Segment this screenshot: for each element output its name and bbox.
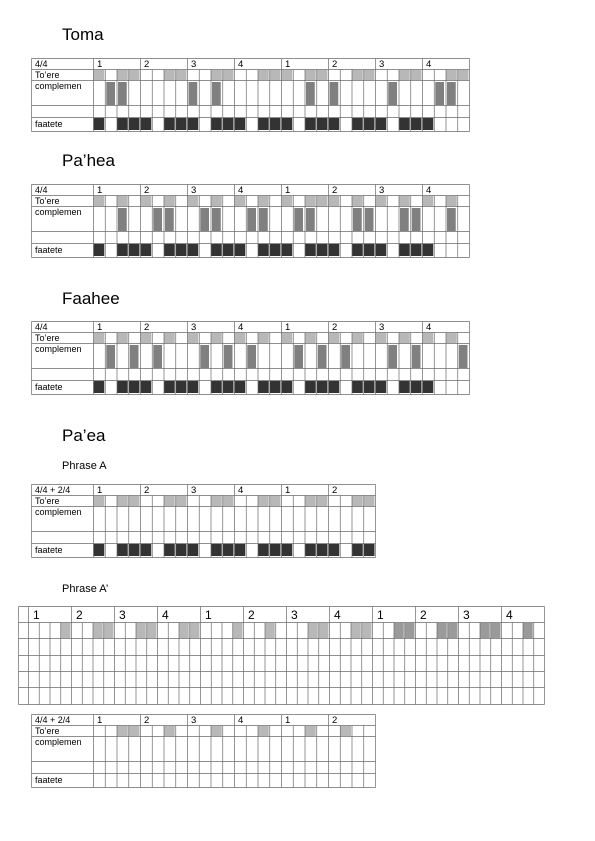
subtitle-phrase-a-prime: Phrase A’ xyxy=(62,583,109,595)
beat-number-1: 1 xyxy=(97,322,103,333)
cell-faatete-20 xyxy=(317,544,328,556)
meter-label: 4/4 + 2/4 xyxy=(35,485,71,495)
cell-toere-8 xyxy=(176,496,187,506)
cell-faatete-16 xyxy=(270,244,281,256)
cell-faatete-27 xyxy=(399,118,410,130)
cell-toere-27 xyxy=(399,333,410,343)
wide-cell-35 xyxy=(394,623,404,638)
cell-faatete-4 xyxy=(129,118,140,130)
cell-faatete-3 xyxy=(117,381,128,393)
wide-cell-43 xyxy=(480,623,490,638)
cell-comp-28 xyxy=(412,208,421,231)
cell-faatete-23 xyxy=(352,244,363,256)
cell-faatete-9 xyxy=(188,544,199,556)
wide-cell-44 xyxy=(491,623,501,638)
cell-comp-2 xyxy=(106,345,115,368)
cell-faatete-29 xyxy=(423,118,434,130)
cell-faatete-5 xyxy=(141,118,152,130)
beat-number-2: 2 xyxy=(144,322,150,333)
cell-toere-27 xyxy=(399,70,410,80)
cell-faatete-3 xyxy=(117,544,128,556)
cell-comp-2 xyxy=(106,82,115,105)
cell-faatete-15 xyxy=(258,118,269,130)
cell-faatete-3 xyxy=(117,244,128,256)
cell-comp-15 xyxy=(259,208,268,231)
cell-toere-13 xyxy=(235,196,246,206)
row-label-2: complemen xyxy=(35,207,82,217)
rhythm-grid-phrase-a-prime-wide xyxy=(18,606,545,705)
cell-toere-23 xyxy=(352,196,363,206)
cell-toere-32 xyxy=(458,70,469,80)
beat-number-4: 4 xyxy=(238,322,244,333)
grid-svg xyxy=(31,484,376,558)
cell-toere-11 xyxy=(211,726,222,736)
beat-number-2: 2 xyxy=(144,485,150,496)
cell-toere-3 xyxy=(117,70,128,80)
cell-faatete-12 xyxy=(223,381,234,393)
cell-toere-12 xyxy=(223,496,234,506)
wide-cell-27 xyxy=(308,623,318,638)
cell-toere-5 xyxy=(141,333,152,343)
cell-comp-10 xyxy=(200,208,209,231)
cell-comp-22 xyxy=(341,345,350,368)
cell-comp-19 xyxy=(306,208,315,231)
row-label-2: complemen xyxy=(35,344,82,354)
cell-faatete-7 xyxy=(164,118,175,130)
beat-number-5: 1 xyxy=(285,185,291,196)
cell-toere-24 xyxy=(364,496,375,506)
beat-number-1: 1 xyxy=(97,715,103,726)
cell-comp-14 xyxy=(247,208,256,231)
wide-cell-15 xyxy=(179,623,189,638)
row-label-2: complemen xyxy=(35,81,82,91)
cell-toere-4 xyxy=(129,70,140,80)
cell-comp-4 xyxy=(130,345,139,368)
title-faahee: Faahee xyxy=(62,289,120,308)
wide-cell-7 xyxy=(93,623,103,638)
title-pahea: Pa’hea xyxy=(62,151,115,170)
cell-faatete-21 xyxy=(329,244,340,256)
cell-faatete-15 xyxy=(258,244,269,256)
cell-toere-31 xyxy=(446,196,457,206)
cell-toere-3 xyxy=(117,496,128,506)
cell-faatete-20 xyxy=(317,118,328,130)
cell-toere-7 xyxy=(164,196,175,206)
wide-grid-svg xyxy=(18,606,545,705)
beat-number-6: 2 xyxy=(332,59,338,70)
cell-toere-15 xyxy=(258,196,269,206)
cell-faatete-20 xyxy=(317,381,328,393)
meter-label: 4/4 xyxy=(35,59,48,69)
cell-faatete-17 xyxy=(282,118,293,130)
grid-svg xyxy=(31,184,470,258)
cell-faatete-13 xyxy=(235,544,246,556)
beat-number-2: 2 xyxy=(144,715,150,726)
cell-faatete-8 xyxy=(176,118,187,130)
cell-toere-20 xyxy=(317,70,328,80)
cell-faatete-24 xyxy=(364,381,375,393)
cell-toere-17 xyxy=(282,70,293,80)
cell-comp-23 xyxy=(353,208,362,231)
cell-toere-21 xyxy=(329,196,340,206)
cell-toere-11 xyxy=(211,196,222,206)
cell-faatete-5 xyxy=(141,244,152,256)
cell-toere-31 xyxy=(446,333,457,343)
wide-beat-number-1: 1 xyxy=(33,608,40,622)
rhythm-grid-toma xyxy=(31,58,470,132)
wide-cell-32 xyxy=(362,623,372,638)
cell-faatete-27 xyxy=(399,244,410,256)
wide-beat-number-12: 4 xyxy=(506,608,513,622)
cell-faatete-8 xyxy=(176,244,187,256)
cell-toere-19 xyxy=(305,496,316,506)
cell-toere-7 xyxy=(164,70,175,80)
cell-faatete-13 xyxy=(235,244,246,256)
cell-comp-30 xyxy=(435,82,444,105)
cell-toere-16 xyxy=(270,496,281,506)
row-label-4: faatete xyxy=(35,245,63,255)
cell-faatete-13 xyxy=(235,381,246,393)
cell-comp-26 xyxy=(388,345,397,368)
title-toma: Toma xyxy=(62,25,104,44)
meter-label: 4/4 xyxy=(35,185,48,195)
cell-faatete-11 xyxy=(211,544,222,556)
beat-number-5: 1 xyxy=(285,322,291,333)
cell-toere-4 xyxy=(129,726,140,736)
cell-faatete-17 xyxy=(282,244,293,256)
cell-faatete-13 xyxy=(235,118,246,130)
beat-number-5: 1 xyxy=(285,59,291,70)
cell-faatete-9 xyxy=(188,381,199,393)
cell-toere-25 xyxy=(376,333,387,343)
cell-faatete-11 xyxy=(211,244,222,256)
cell-comp-11 xyxy=(212,208,221,231)
cell-toere-3 xyxy=(117,726,128,736)
wide-beat-number-8: 4 xyxy=(334,608,341,622)
cell-faatete-23 xyxy=(352,118,363,130)
cell-toere-15 xyxy=(258,333,269,343)
cell-toere-19 xyxy=(305,196,316,206)
cell-toere-1 xyxy=(94,333,105,343)
row-label-4: faatete xyxy=(35,382,63,392)
wide-cell-20 xyxy=(233,623,243,638)
cell-toere-4 xyxy=(129,496,140,506)
row-label-4: faatete xyxy=(35,119,63,129)
cell-faatete-9 xyxy=(188,118,199,130)
cell-toere-1 xyxy=(94,496,105,506)
row-label-2: complemen xyxy=(35,507,82,517)
cell-faatete-27 xyxy=(399,381,410,393)
cell-toere-23 xyxy=(352,496,363,506)
wide-beat-number-10: 2 xyxy=(420,608,427,622)
cell-comp-3 xyxy=(118,208,127,231)
beat-number-8: 4 xyxy=(426,59,432,70)
grid-svg xyxy=(31,58,470,132)
row-label-1: To’ere xyxy=(35,726,60,736)
cell-faatete-16 xyxy=(270,544,281,556)
beat-number-7: 3 xyxy=(379,185,385,196)
cell-toere-8 xyxy=(176,70,187,80)
beat-number-4: 4 xyxy=(238,715,244,726)
cell-faatete-15 xyxy=(258,544,269,556)
cell-faatete-20 xyxy=(317,244,328,256)
beat-number-6: 2 xyxy=(332,485,338,496)
row-label-1: To’ere xyxy=(35,333,60,343)
rhythm-grid-phrase-a xyxy=(31,484,376,558)
cell-toere-15 xyxy=(258,726,269,736)
cell-faatete-28 xyxy=(411,118,422,130)
beat-number-2: 2 xyxy=(144,59,150,70)
wide-beat-number-7: 3 xyxy=(291,608,298,622)
cell-toere-23 xyxy=(352,333,363,343)
cell-comp-6 xyxy=(153,208,162,231)
cell-comp-11 xyxy=(212,82,221,105)
cell-faatete-25 xyxy=(376,381,387,393)
cell-comp-10 xyxy=(200,345,209,368)
cell-faatete-19 xyxy=(305,544,316,556)
cell-comp-27 xyxy=(400,208,409,231)
beat-number-6: 2 xyxy=(332,185,338,196)
beat-number-3: 3 xyxy=(191,59,197,70)
cell-faatete-21 xyxy=(329,544,340,556)
beat-number-6: 2 xyxy=(332,715,338,726)
beat-number-6: 2 xyxy=(332,322,338,333)
wide-cell-28 xyxy=(319,623,329,638)
cell-comp-31 xyxy=(447,82,456,105)
cell-faatete-16 xyxy=(270,118,281,130)
cell-comp-18 xyxy=(294,208,303,231)
wide-cell-11 xyxy=(136,623,146,638)
row-label-4: faatete xyxy=(35,545,63,555)
row-label-1: To’ere xyxy=(35,496,60,506)
beat-number-2: 2 xyxy=(144,185,150,196)
beat-number-7: 3 xyxy=(379,322,385,333)
cell-faatete-3 xyxy=(117,118,128,130)
cell-toere-17 xyxy=(282,333,293,343)
cell-comp-3 xyxy=(118,82,127,105)
cell-toere-20 xyxy=(317,496,328,506)
cell-toere-1 xyxy=(94,196,105,206)
cell-toere-19 xyxy=(305,70,316,80)
cell-toere-31 xyxy=(446,70,457,80)
cell-faatete-7 xyxy=(164,381,175,393)
grid-svg xyxy=(31,321,470,395)
cell-comp-14 xyxy=(247,345,256,368)
grid-svg xyxy=(31,714,376,788)
cell-faatete-1 xyxy=(94,381,105,393)
cell-faatete-1 xyxy=(94,118,105,130)
cell-comp-19 xyxy=(306,82,315,105)
cell-faatete-21 xyxy=(329,381,340,393)
beat-number-4: 4 xyxy=(238,185,244,196)
cell-faatete-8 xyxy=(176,381,187,393)
cell-faatete-4 xyxy=(129,244,140,256)
beat-number-4: 4 xyxy=(238,59,244,70)
cell-toere-11 xyxy=(211,333,222,343)
cell-faatete-29 xyxy=(423,381,434,393)
cell-toere-25 xyxy=(376,196,387,206)
cell-comp-31 xyxy=(447,208,456,231)
wide-beat-number-6: 2 xyxy=(248,608,255,622)
cell-faatete-19 xyxy=(305,118,316,130)
rhythm-grid-pahea xyxy=(31,184,470,258)
wide-cell-40 xyxy=(448,623,458,638)
cell-faatete-17 xyxy=(282,544,293,556)
cell-comp-20 xyxy=(318,345,327,368)
cell-toere-7 xyxy=(164,496,175,506)
cell-comp-6 xyxy=(153,345,162,368)
wide-cell-4 xyxy=(61,623,71,638)
wide-cell-12 xyxy=(147,623,157,638)
cell-toere-3 xyxy=(117,333,128,343)
meter-label: 4/4 xyxy=(35,322,48,332)
cell-faatete-12 xyxy=(223,244,234,256)
subtitle-phrase-a: Phrase A xyxy=(62,460,107,472)
wide-beat-number-11: 3 xyxy=(463,608,470,622)
cell-comp-26 xyxy=(388,82,397,105)
beat-number-5: 1 xyxy=(285,715,291,726)
cell-faatete-12 xyxy=(223,118,234,130)
cell-faatete-25 xyxy=(376,118,387,130)
title-paea: Pa’ea xyxy=(62,426,106,445)
cell-faatete-7 xyxy=(164,244,175,256)
cell-toere-15 xyxy=(258,496,269,506)
cell-faatete-16 xyxy=(270,381,281,393)
cell-toere-7 xyxy=(164,333,175,343)
cell-toere-3 xyxy=(117,196,128,206)
beat-number-1: 1 xyxy=(97,59,103,70)
row-label-1: To’ere xyxy=(35,70,60,80)
cell-comp-24 xyxy=(365,208,374,231)
wide-cell-8 xyxy=(104,623,114,638)
row-label-2: complemen xyxy=(35,737,82,747)
cell-faatete-8 xyxy=(176,544,187,556)
cell-toere-9 xyxy=(188,333,199,343)
beat-number-8: 4 xyxy=(426,322,432,333)
wide-beat-number-4: 4 xyxy=(162,608,169,622)
wide-cell-23 xyxy=(265,623,275,638)
cell-toere-11 xyxy=(211,496,222,506)
cell-faatete-15 xyxy=(258,381,269,393)
wide-cell-36 xyxy=(405,623,415,638)
rhythm-grid-faahee xyxy=(31,321,470,395)
cell-toere-19 xyxy=(305,333,316,343)
cell-faatete-23 xyxy=(352,544,363,556)
cell-faatete-17 xyxy=(282,381,293,393)
wide-cell-47 xyxy=(523,623,533,638)
wide-cell-16 xyxy=(190,623,200,638)
cell-toere-16 xyxy=(270,70,281,80)
meter-label: 4/4 + 2/4 xyxy=(35,715,71,725)
cell-faatete-4 xyxy=(129,381,140,393)
cell-faatete-1 xyxy=(94,544,105,556)
beat-number-8: 4 xyxy=(426,185,432,196)
beat-number-3: 3 xyxy=(191,715,197,726)
beat-number-3: 3 xyxy=(191,485,197,496)
cell-faatete-12 xyxy=(223,544,234,556)
row-label-4: faatete xyxy=(35,775,63,785)
wide-cell-31 xyxy=(351,623,361,638)
beat-number-3: 3 xyxy=(191,185,197,196)
cell-faatete-28 xyxy=(411,381,422,393)
rhythm-grid-phrase-a-prime xyxy=(31,714,376,788)
cell-toere-29 xyxy=(423,333,434,343)
cell-faatete-11 xyxy=(211,381,222,393)
cell-comp-9 xyxy=(189,82,198,105)
cell-toere-23 xyxy=(352,70,363,80)
beat-number-7: 3 xyxy=(379,59,385,70)
cell-toere-7 xyxy=(164,726,175,736)
beat-number-5: 1 xyxy=(285,485,291,496)
wide-beat-number-5: 1 xyxy=(205,608,212,622)
cell-toere-20 xyxy=(317,196,328,206)
cell-faatete-24 xyxy=(364,244,375,256)
cell-faatete-4 xyxy=(129,544,140,556)
beat-number-1: 1 xyxy=(97,185,103,196)
cell-toere-27 xyxy=(399,196,410,206)
cell-faatete-19 xyxy=(305,244,316,256)
beat-number-4: 4 xyxy=(238,485,244,496)
cell-toere-21 xyxy=(329,333,340,343)
cell-faatete-5 xyxy=(141,381,152,393)
cell-faatete-28 xyxy=(411,244,422,256)
cell-toere-11 xyxy=(211,70,222,80)
cell-comp-32 xyxy=(459,345,468,368)
cell-comp-7 xyxy=(165,208,174,231)
cell-toere-29 xyxy=(423,196,434,206)
cell-faatete-19 xyxy=(305,381,316,393)
cell-comp-12 xyxy=(224,345,233,368)
wide-beat-number-2: 2 xyxy=(76,608,83,622)
cell-toere-17 xyxy=(282,196,293,206)
cell-faatete-1 xyxy=(94,244,105,256)
cell-faatete-24 xyxy=(364,544,375,556)
beat-number-1: 1 xyxy=(97,485,103,496)
cell-toere-28 xyxy=(411,70,422,80)
cell-toere-9 xyxy=(188,196,199,206)
cell-comp-28 xyxy=(412,345,421,368)
cell-toere-12 xyxy=(223,70,234,80)
cell-toere-22 xyxy=(340,726,351,736)
cell-comp-21 xyxy=(330,82,339,105)
cell-faatete-25 xyxy=(376,244,387,256)
cell-faatete-9 xyxy=(188,244,199,256)
cell-faatete-11 xyxy=(211,118,222,130)
cell-toere-24 xyxy=(364,70,375,80)
cell-toere-15 xyxy=(258,70,269,80)
cell-toere-1 xyxy=(94,70,105,80)
row-label-1: To’ere xyxy=(35,196,60,206)
cell-faatete-7 xyxy=(164,544,175,556)
cell-faatete-5 xyxy=(141,544,152,556)
wide-beat-number-3: 3 xyxy=(119,608,126,622)
wide-beat-number-9: 1 xyxy=(377,608,384,622)
cell-toere-19 xyxy=(305,726,316,736)
cell-comp-18 xyxy=(294,345,303,368)
cell-toere-13 xyxy=(235,333,246,343)
wide-cell-39 xyxy=(437,623,447,638)
cell-faatete-24 xyxy=(364,118,375,130)
cell-toere-5 xyxy=(141,196,152,206)
cell-faatete-21 xyxy=(329,118,340,130)
beat-number-3: 3 xyxy=(191,322,197,333)
cell-faatete-29 xyxy=(423,244,434,256)
cell-faatete-23 xyxy=(352,381,363,393)
